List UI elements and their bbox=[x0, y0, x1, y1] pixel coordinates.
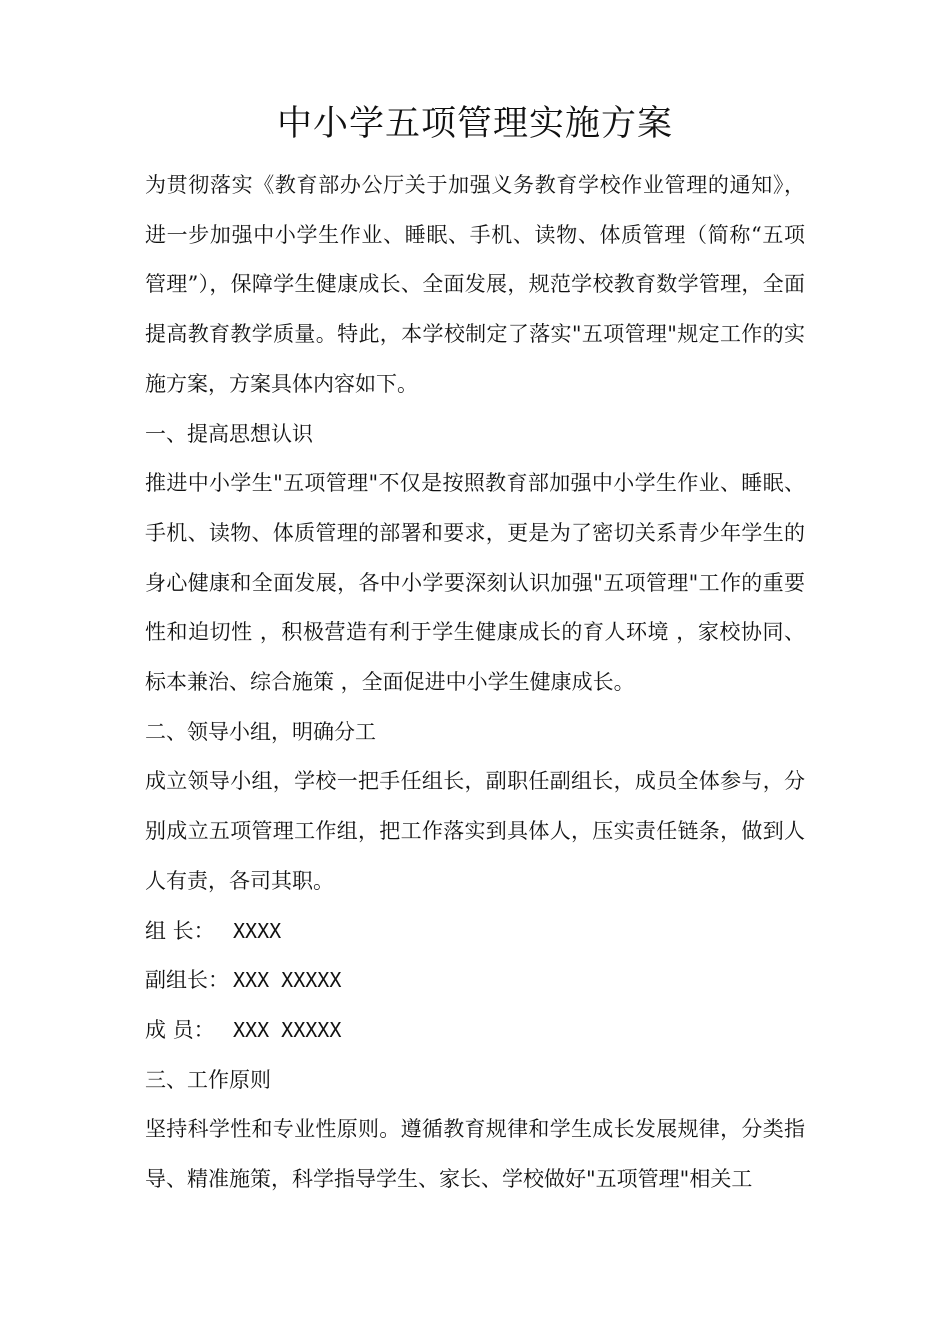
member-role-label: 成 员： bbox=[145, 1017, 215, 1042]
section-2-heading: 二、领导小组，明确分工 bbox=[145, 719, 376, 744]
intro-paragraph: 为贯彻落实《教育部办公厅关于加强义务教育学校作业管理的通知》，进一步加强中小学生作业、睡眠、手机、读物、体质管理（简称“五项管理”），保障学生健康成长、全面发展，规范学校教育数学管理，全面提高教育教学质量。特此，本学校制定了落实"五项管理"规定工作的实施方案，方案具体内容如下。 bbox=[145, 173, 805, 396]
member-row-leader bbox=[145, 907, 805, 957]
member-names: XXX XXXXX bbox=[233, 968, 342, 993]
member-row-members bbox=[145, 1006, 805, 1056]
document-title: 中小学五项管理实施方案 bbox=[276, 104, 673, 144]
document-body bbox=[145, 161, 805, 1205]
section-2-paragraph: 成立领导小组，学校一把手任组长，副职任副组长，成员全体参与，分别成立五项管理工作组，把工作落实到具体人，压实责任链条，做到人人有责，各司其职。 bbox=[145, 769, 805, 893]
member-row-deputy bbox=[145, 956, 805, 1006]
member-names: XXXX bbox=[233, 918, 282, 943]
section-1-heading: 一、提高思想认识 bbox=[145, 421, 313, 446]
section-3-heading: 三、工作原则 bbox=[145, 1067, 271, 1092]
member-role-label: 组 长： bbox=[145, 918, 215, 943]
section-1-paragraph: 推进中小学生"五项管理"不仅是按照教育部加强中小学生作业、睡眠、手机、读物、体质管理的部署和要求，更是为了密切关系青少年学生的身心健康和全面发展，各中小学要深刻认识加强"五项管理"工作的重要性和迫切性 ，积极营造有利于学生健康成长的育人环境 ，家校协同、标本兼治、综合施策 ，全面促进中小学生健康成长。 bbox=[145, 471, 805, 695]
member-names: XXX XXXXX bbox=[233, 1017, 342, 1042]
section-3-paragraph: 坚持科学性和专业性原则。遵循教育规律和学生成长发展规律，分类指导、精准施策，科学指导学生、家长、学校做好"五项管理"相关工 bbox=[145, 1117, 805, 1192]
member-role-label: 副组长： bbox=[145, 968, 229, 993]
